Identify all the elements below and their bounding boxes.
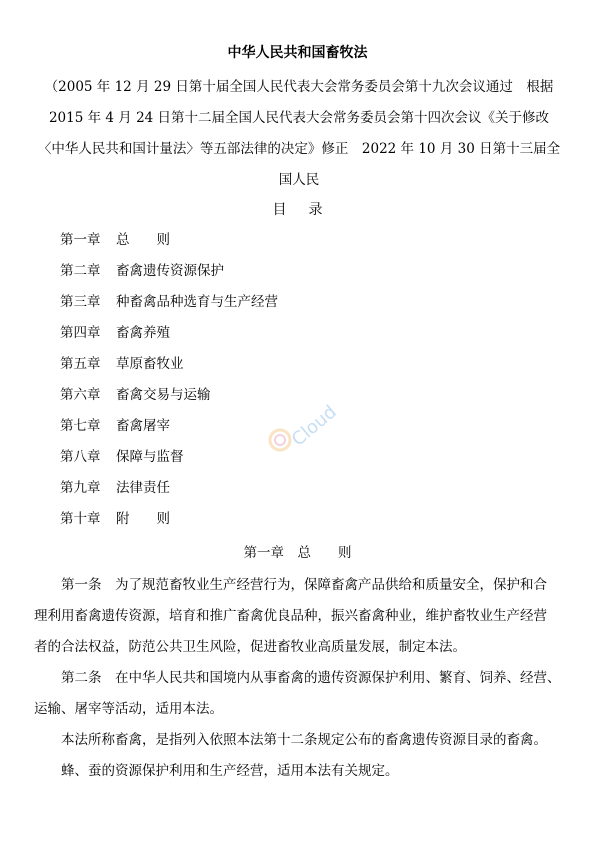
article-paragraph [34,756,564,787]
toc-chapter-number: 第一章 [60,232,101,248]
preamble-line: 〈中华人民共和国计量法〉等五部法律的决定》修正 2022 年 10 月 30 日第十三届全 [37,141,561,157]
toc-item[interactable] [60,291,278,322]
toc-chapter-name: 畜禽屠宰 [116,418,170,434]
toc-chapter-name: 法律责任 [116,480,170,496]
toc-chapter-number: 第七章 [60,418,101,434]
preamble-line: 国人民 [278,172,320,188]
preamble-line: （2005 年 12 月 29 日第十届全国人民代表大会常务委员会第十九次会议通过 根据 [44,79,554,95]
toc-chapter-number: 第八章 [60,449,101,465]
toc-chapter-number: 第五章 [60,356,101,372]
toc-chapter-name: 总 则 [116,232,170,248]
toc-item[interactable] [60,260,278,291]
article-line: 运输、屠宰等活动，适用本法。 [34,701,223,717]
toc-chapter-number: 第九章 [60,480,101,496]
toc-chapter-number: 第二章 [60,263,101,279]
toc-item[interactable] [60,508,278,539]
article-body [34,570,564,787]
toc-chapter-name: 畜禽交易与运输 [116,387,211,403]
toc-chapter-name: 草原畜牧业 [116,356,184,372]
toc-item[interactable] [60,229,278,260]
article-line: 第一条 为了规范畜牧业生产经营行为，保障畜禽产品供给和质量安全，保护和合 [61,577,547,593]
toc-chapter-number: 第十章 [60,511,101,527]
article-line: 蜂、蚕的资源保护利用和生产经营，适用本法有关规定。 [61,763,399,779]
toc-chapter-number: 第四章 [60,325,101,341]
preamble-line: 2015 年 4 月 24 日第十二届全国人民代表大会常务委员会第十四次会议《关于修改 [48,110,550,126]
toc-chapter-number: 第六章 [60,387,101,403]
article-paragraph [34,570,564,663]
article-paragraph [34,663,564,725]
toc-item[interactable] [60,322,278,353]
toc-heading: 目录 [272,202,345,218]
toc-item[interactable] [60,477,278,508]
chapter-heading: 第一章 总 则 [243,545,352,561]
preamble [34,72,564,196]
toc-chapter-name: 保障与监督 [116,449,184,465]
toc-item[interactable] [60,415,278,446]
watermark-text: Cloud [287,401,341,451]
article-line: 本法所称畜禽，是指列入依照本法第十二条规定公布的畜禽遗传资源目录的畜禽。 [61,732,547,748]
cloud-logo-icon [258,378,348,468]
article-line: 理利用畜禽遗传资源，培育和推广畜禽优良品种，振兴畜禽种业，维护畜牧业生产经营 [34,608,547,624]
toc-chapter-number: 第三章 [60,294,101,310]
toc-chapter-name: 畜禽遗传资源保护 [116,263,224,279]
table-of-contents [60,229,278,539]
article-paragraph [34,725,564,756]
toc-item[interactable] [60,446,278,477]
toc-chapter-name: 畜禽养殖 [116,325,170,341]
toc-item[interactable] [60,384,278,415]
article-line: 者的合法权益，防范公共卫生风险，促进畜牧业高质量发展，制定本法。 [34,639,466,655]
article-line: 第二条 在中华人民共和国境内从事畜禽的遗传资源保护利用、繁育、饲养、经营、 [61,670,561,686]
toc-chapter-name: 附 则 [116,511,170,527]
toc-item[interactable] [60,353,278,384]
toc-chapter-name: 种畜禽品种选育与生产经营 [116,294,278,310]
document-title: 中华人民共和国畜牧法 [227,45,368,61]
